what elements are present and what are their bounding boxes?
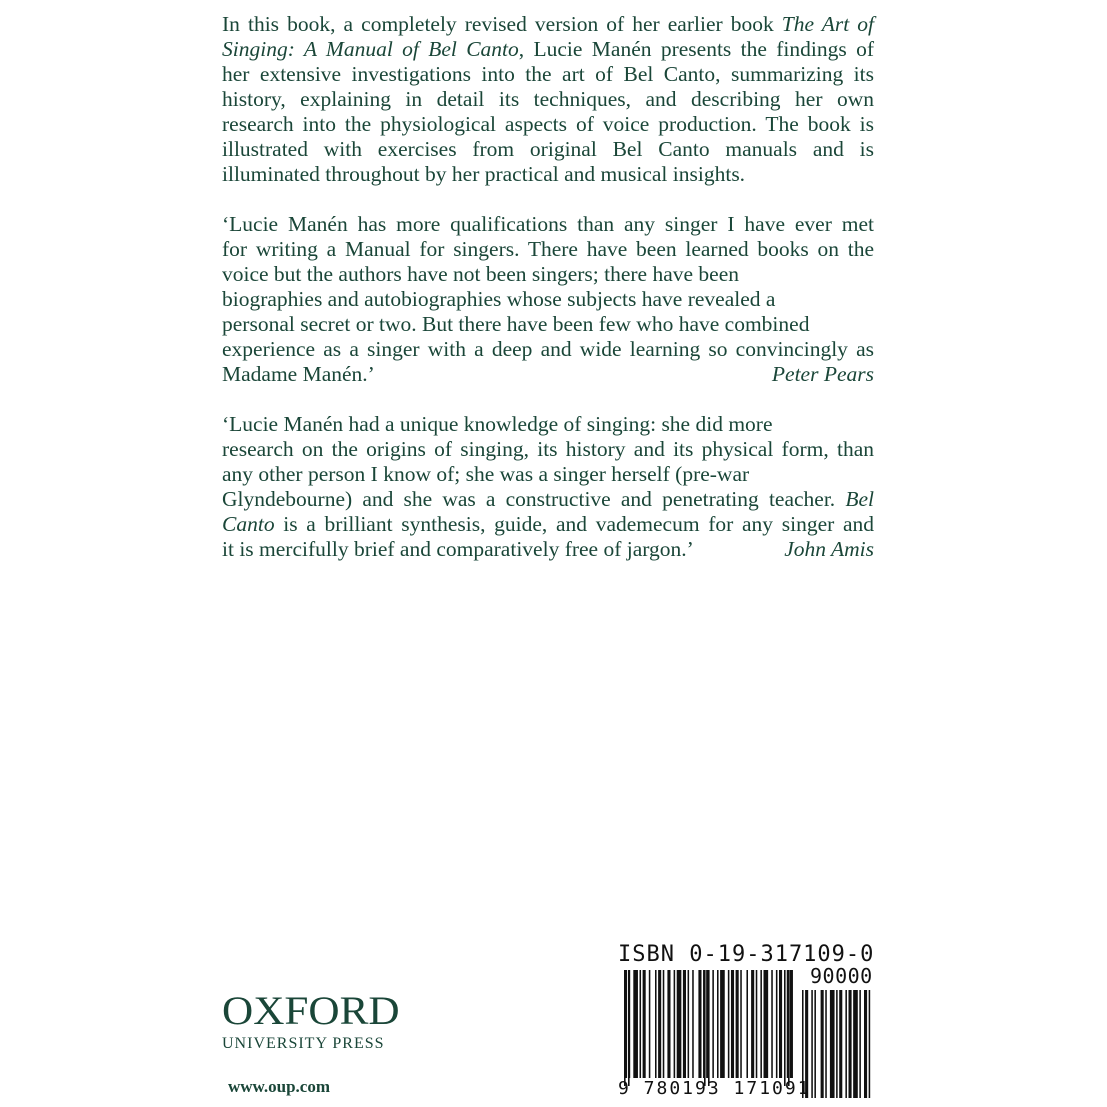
barcode-bar (756, 970, 758, 1078)
barcode-block (618, 940, 888, 1100)
book-title: The Art of (781, 12, 874, 36)
addon-bar (821, 990, 824, 1098)
text-line: any other person I know of; she was a singer herself (pre-war (222, 462, 750, 486)
text-line: research into the physiological aspects of voice production. The book is (222, 112, 874, 136)
barcode-bar (640, 970, 642, 1078)
barcode-bar (764, 970, 769, 1078)
review-quote-amis (222, 412, 874, 562)
addon-bar (853, 990, 858, 1098)
book-title: Singing: A Manual of Bel Canto (222, 37, 519, 61)
text-line: personal secret or two. But there have been few who have combined (222, 312, 810, 336)
addon-bar (825, 990, 827, 1098)
barcode-bar (736, 970, 739, 1078)
barcode-bar (649, 970, 651, 1078)
barcode-number: 9 780193 171091 (618, 1078, 811, 1099)
text-line: biographies and autobiographies whose subjects have revealed a (222, 287, 776, 311)
addon-bar (859, 990, 861, 1098)
barcode-bar (731, 970, 734, 1078)
publisher-logo (222, 990, 482, 1053)
barcode-bar (667, 970, 670, 1078)
barcode-bar (658, 970, 661, 1078)
text-line: illuminated throughout by her practical and musical insights. (222, 162, 746, 186)
text-line: voice but the authors have not been singers; there have been (222, 262, 740, 286)
text-line: her extensive investigations into the art of Bel Canto, summarizing its (222, 62, 874, 86)
barcode-guard-bar (628, 970, 630, 1086)
blurb-text (222, 12, 874, 587)
text-line: In this book, a completely revised version of her earlier book The Art of (222, 12, 874, 36)
description-paragraph (222, 12, 874, 187)
barcode-bar (728, 970, 730, 1078)
book-title: Canto (222, 512, 275, 536)
book-title: Bel (845, 487, 874, 511)
barcode-guard-bar (788, 970, 790, 1086)
addon-bar (811, 990, 813, 1098)
barcode-bar (720, 970, 725, 1078)
addon-bar (849, 990, 852, 1098)
barcode-bar (746, 970, 748, 1078)
text-line: experience as a singer with a deep and wide learning so convincingly as (222, 337, 874, 361)
barcode-bar (717, 970, 719, 1078)
oxford-wordmark: OXFORD (222, 988, 400, 1033)
text-line: illustrated with exercises from original Bel Canto manuals and is (222, 137, 874, 161)
barcode-bar (776, 970, 778, 1078)
barcode-bar (688, 970, 690, 1078)
price-code: 90000 (810, 964, 873, 988)
barcode-bar (674, 970, 676, 1078)
barcode-guard-bar (784, 970, 786, 1086)
quote-attribution: John Amis (784, 537, 874, 561)
addon-bar (814, 990, 816, 1098)
text-line: history, explaining in detail its techniques, and describing her own (222, 87, 874, 111)
barcode-bar (779, 970, 782, 1078)
text-line: Canto is a brilliant synthesis, guide, and vademecum for any singer and (222, 512, 874, 536)
barcode-bar (740, 970, 742, 1078)
text-line: research on the origins of singing, its history and its physical form, than (222, 437, 874, 461)
text-line: ‘Lucie Manén has more qualifications than any singer I have ever met (222, 212, 874, 236)
barcode-guard-bar (708, 970, 710, 1086)
barcode-guard-bar (704, 970, 706, 1086)
barcode-guard-bar (624, 970, 626, 1086)
addon-bar (836, 990, 838, 1098)
addon-bar (839, 990, 842, 1098)
barcode-bar (677, 970, 682, 1078)
barcode-bar (663, 970, 665, 1078)
barcode-bar (698, 970, 701, 1078)
quote-attribution: Peter Pears (771, 362, 874, 386)
barcode-bar (692, 970, 694, 1078)
barcode-bar (712, 970, 714, 1078)
text-line: for writing a Manual for singers. There have been learned books on the (222, 237, 874, 261)
addon-bar (869, 990, 871, 1098)
university-press-label: UNIVERSITY PRESS (222, 1035, 385, 1052)
addon-bar (830, 990, 835, 1098)
barcode-bar (751, 970, 754, 1078)
text-line: Madame Manén.’ Peter Pears (222, 362, 874, 386)
barcode-bar (760, 970, 762, 1078)
text-line: it is mercifully brief and comparatively free of jargon.’ John Amis (222, 537, 874, 561)
barcode-bar (771, 970, 773, 1078)
barcode-bar (633, 970, 638, 1078)
text-line: ‘Lucie Manén had a unique knowledge of singing: she did more (222, 412, 773, 436)
text-line: Singing: A Manual of Bel Canto, Lucie Manén presents the findings of (222, 37, 874, 61)
isbn-label: ISBN 0-19-317109-0 (618, 942, 875, 967)
barcode-bar (643, 970, 646, 1078)
publisher-website: www.oup.com (228, 1077, 331, 1096)
barcode-bar (790, 970, 793, 1078)
addon-bar (845, 990, 847, 1098)
addon-bar (864, 990, 867, 1098)
barcode-bar (655, 970, 657, 1078)
review-quote-pears (222, 212, 874, 387)
barcode-bar (683, 970, 686, 1078)
text-line: Glyndebourne) and she was a constructive and penetrating teacher. Bel (222, 487, 874, 511)
